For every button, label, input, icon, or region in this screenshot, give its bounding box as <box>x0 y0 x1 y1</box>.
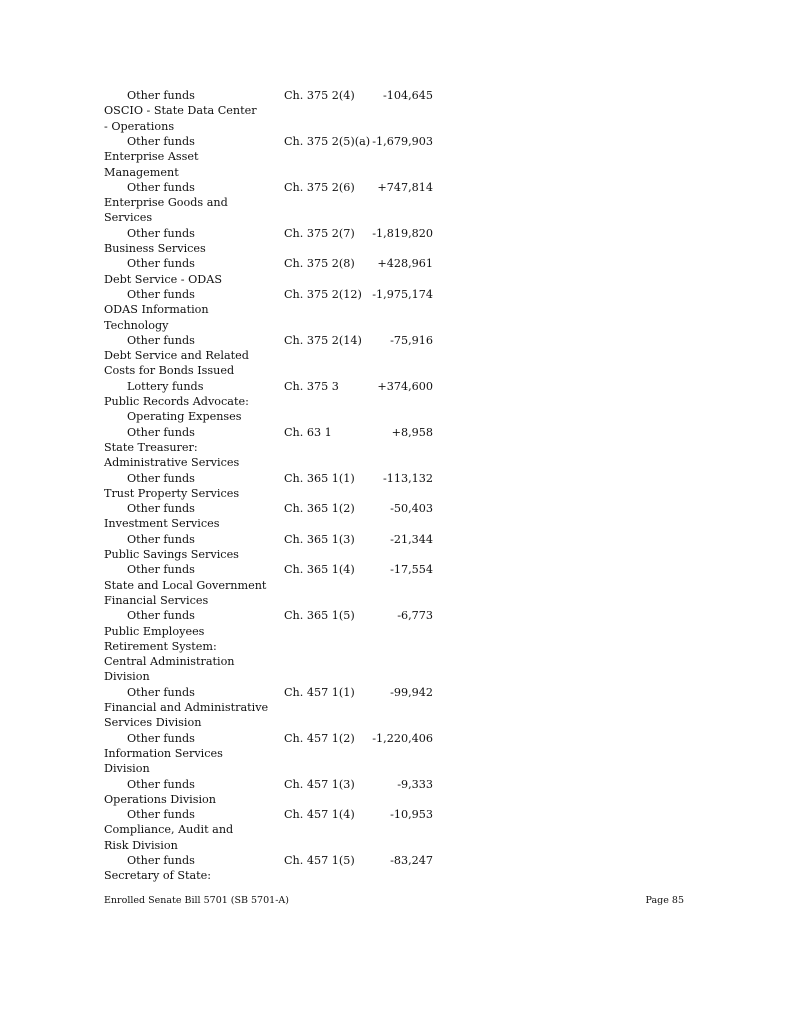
agency-heading: Costs for Bonds Issued <box>104 364 235 378</box>
heading-row <box>0 822 800 837</box>
chapter-reference: Ch. 375 2(8) <box>284 257 355 271</box>
agency-heading: Compliance, Audit and <box>104 823 234 837</box>
heading-row <box>0 409 800 424</box>
agency-heading: Financial Services <box>104 593 209 607</box>
heading-row <box>0 700 800 715</box>
heading-row <box>0 272 800 287</box>
fund-label: Other funds <box>127 287 195 301</box>
agency-heading: Services Division <box>104 716 202 730</box>
chapter-reference: Ch. 375 2(5)(a) <box>284 134 371 148</box>
chapter-reference: Ch. 375 2(4) <box>284 89 355 102</box>
amount: -99,942 <box>390 685 433 699</box>
fund-label: Other funds <box>127 333 195 347</box>
amount: -21,344 <box>390 532 433 546</box>
fund-label: Other funds <box>127 731 195 745</box>
agency-heading: - Operations <box>104 119 175 133</box>
amount: -1,220,406 <box>372 731 433 745</box>
fund-label: Other funds <box>127 502 195 516</box>
agency-heading: Operations Division <box>104 792 216 806</box>
heading-row <box>0 103 800 118</box>
amount: -1,819,820 <box>372 226 433 240</box>
heading-row <box>0 669 800 684</box>
chapter-reference: Ch. 365 1(4) <box>284 563 355 577</box>
line-item-row <box>0 807 800 822</box>
amount: +428,961 <box>377 257 433 271</box>
heading-row <box>0 516 800 531</box>
fund-label: Other funds <box>127 532 195 546</box>
line-item-row <box>0 731 800 746</box>
heading-row <box>0 119 800 134</box>
line-item-row <box>0 333 800 348</box>
heading-row <box>0 486 800 501</box>
agency-heading: Trust Property Services <box>104 486 240 500</box>
fund-label: Other funds <box>127 685 195 699</box>
chapter-reference: Ch. 457 1(4) <box>284 808 355 822</box>
heading-row <box>0 440 800 455</box>
heading-row <box>0 838 800 853</box>
heading-row <box>0 348 800 363</box>
amount: -104,645 <box>382 89 433 102</box>
heading-row <box>0 149 800 164</box>
heading-row <box>0 792 800 807</box>
heading-row <box>0 761 800 776</box>
agency-heading: Division <box>104 762 150 776</box>
amount: -6,773 <box>397 609 433 623</box>
heading-row <box>0 654 800 669</box>
chapter-reference: Ch. 375 2(6) <box>284 180 355 194</box>
chapter-reference: Ch. 63 1 <box>284 425 332 439</box>
agency-heading: Financial and Administrative <box>104 701 269 714</box>
chapter-reference: Ch. 365 1(3) <box>284 532 355 546</box>
line-item-row <box>0 562 800 577</box>
fund-label: Other funds <box>127 777 195 791</box>
fund-label: Other funds <box>127 425 195 439</box>
line-item-row <box>0 425 800 440</box>
chapter-reference: Ch. 457 1(3) <box>284 777 355 791</box>
heading-row <box>0 210 800 225</box>
chapter-reference: Ch. 365 1(5) <box>284 609 355 623</box>
chapter-reference: Ch. 365 1(2) <box>284 502 355 516</box>
line-item-row <box>0 608 800 623</box>
agency-heading: Secretary of State: <box>104 869 212 883</box>
agency-heading: Information Services <box>104 746 223 760</box>
line-item-row <box>0 256 800 271</box>
chapter-reference: Ch. 375 2(12) <box>284 287 362 301</box>
chapter-reference: Ch. 375 3 <box>284 379 339 393</box>
fund-label: Other funds <box>127 563 195 577</box>
agency-heading: State Treasurer: <box>104 440 198 454</box>
agency-heading: Enterprise Asset <box>104 150 199 164</box>
amount: +8,958 <box>391 425 433 439</box>
chapter-reference: Ch. 375 2(7) <box>284 226 355 240</box>
agency-heading: Investment Services <box>104 517 220 531</box>
agency-heading: Public Records Advocate: <box>104 395 249 408</box>
line-item-row <box>0 853 800 868</box>
fund-label: Other funds <box>127 471 195 485</box>
agency-heading: Administrative Services <box>104 456 240 470</box>
agency-heading: Debt Service and Related <box>104 349 249 363</box>
agency-heading: Enterprise Goods and <box>104 196 228 210</box>
fund-label: Other funds <box>127 226 195 240</box>
amount: -10,953 <box>390 808 433 822</box>
line-item-row <box>0 134 800 149</box>
fund-label: Operating Expenses <box>127 410 242 424</box>
amount: +374,600 <box>377 379 433 393</box>
heading-row <box>0 165 800 180</box>
chapter-reference: Ch. 457 1(5) <box>284 854 355 867</box>
agency-heading: Public Employees <box>104 624 205 638</box>
agency-heading: Debt Service - ODAS <box>104 272 222 286</box>
heading-row <box>0 547 800 562</box>
fund-label: Lottery funds <box>127 379 204 393</box>
heading-row <box>0 394 800 409</box>
fund-label: Other funds <box>127 180 195 194</box>
fund-label: Other funds <box>127 134 195 148</box>
agency-heading: State and Local Government <box>104 578 267 592</box>
line-item-row <box>0 471 800 486</box>
heading-row <box>0 195 800 210</box>
amount: -113,132 <box>382 471 433 485</box>
footer-page-number: Page 85 <box>645 895 684 906</box>
agency-heading: Technology <box>104 318 169 332</box>
amount: -9,333 <box>397 777 433 791</box>
line-item-row <box>0 88 800 103</box>
fund-label: Other funds <box>127 854 195 867</box>
line-item-row <box>0 532 800 547</box>
heading-row <box>0 241 800 256</box>
agency-heading: Public Savings Services <box>104 548 239 561</box>
agency-heading: Risk Division <box>104 838 178 852</box>
fund-label: Other funds <box>127 89 195 102</box>
line-item-row <box>0 287 800 302</box>
chapter-reference: Ch. 457 1(1) <box>284 685 355 699</box>
line-item-row <box>0 777 800 792</box>
line-item-row <box>0 180 800 195</box>
heading-row <box>0 363 800 378</box>
amount: -50,403 <box>390 502 433 516</box>
line-item-row <box>0 685 800 700</box>
amount: +747,814 <box>377 180 433 194</box>
heading-row <box>0 624 800 639</box>
heading-row <box>0 318 800 333</box>
chapter-reference: Ch. 457 1(2) <box>284 731 355 745</box>
agency-heading: Central Administration <box>104 655 235 669</box>
line-item-row <box>0 501 800 516</box>
fund-label: Other funds <box>127 808 195 822</box>
chapter-reference: Ch. 375 2(14) <box>284 333 362 347</box>
line-item-row <box>0 226 800 241</box>
heading-row <box>0 302 800 317</box>
amount: -17,554 <box>390 563 433 577</box>
amount: -1,975,174 <box>372 287 433 301</box>
agency-heading: Retirement System: <box>104 639 217 653</box>
heading-row <box>0 593 800 608</box>
agency-heading: Management <box>104 165 179 179</box>
heading-row <box>0 455 800 470</box>
line-item-row <box>0 379 800 394</box>
agency-heading: Business Services <box>104 242 206 255</box>
fund-label: Other funds <box>127 609 195 623</box>
footer-bill-title: Enrolled Senate Bill 5701 (SB 5701-A) <box>104 895 289 906</box>
agency-heading: Division <box>104 670 150 684</box>
agency-heading: Services <box>104 211 153 225</box>
heading-row <box>0 639 800 654</box>
agency-heading: ODAS Information <box>104 303 209 317</box>
chapter-reference: Ch. 365 1(1) <box>284 471 355 485</box>
heading-row <box>0 746 800 761</box>
amount: -1,679,903 <box>372 134 433 148</box>
agency-heading: OSCIO - State Data Center <box>104 104 257 118</box>
heading-row <box>0 868 800 883</box>
heading-row <box>0 578 800 593</box>
fund-label: Other funds <box>127 257 195 271</box>
amount: -83,247 <box>390 854 433 867</box>
amount: -75,916 <box>390 333 433 347</box>
heading-row <box>0 715 800 730</box>
